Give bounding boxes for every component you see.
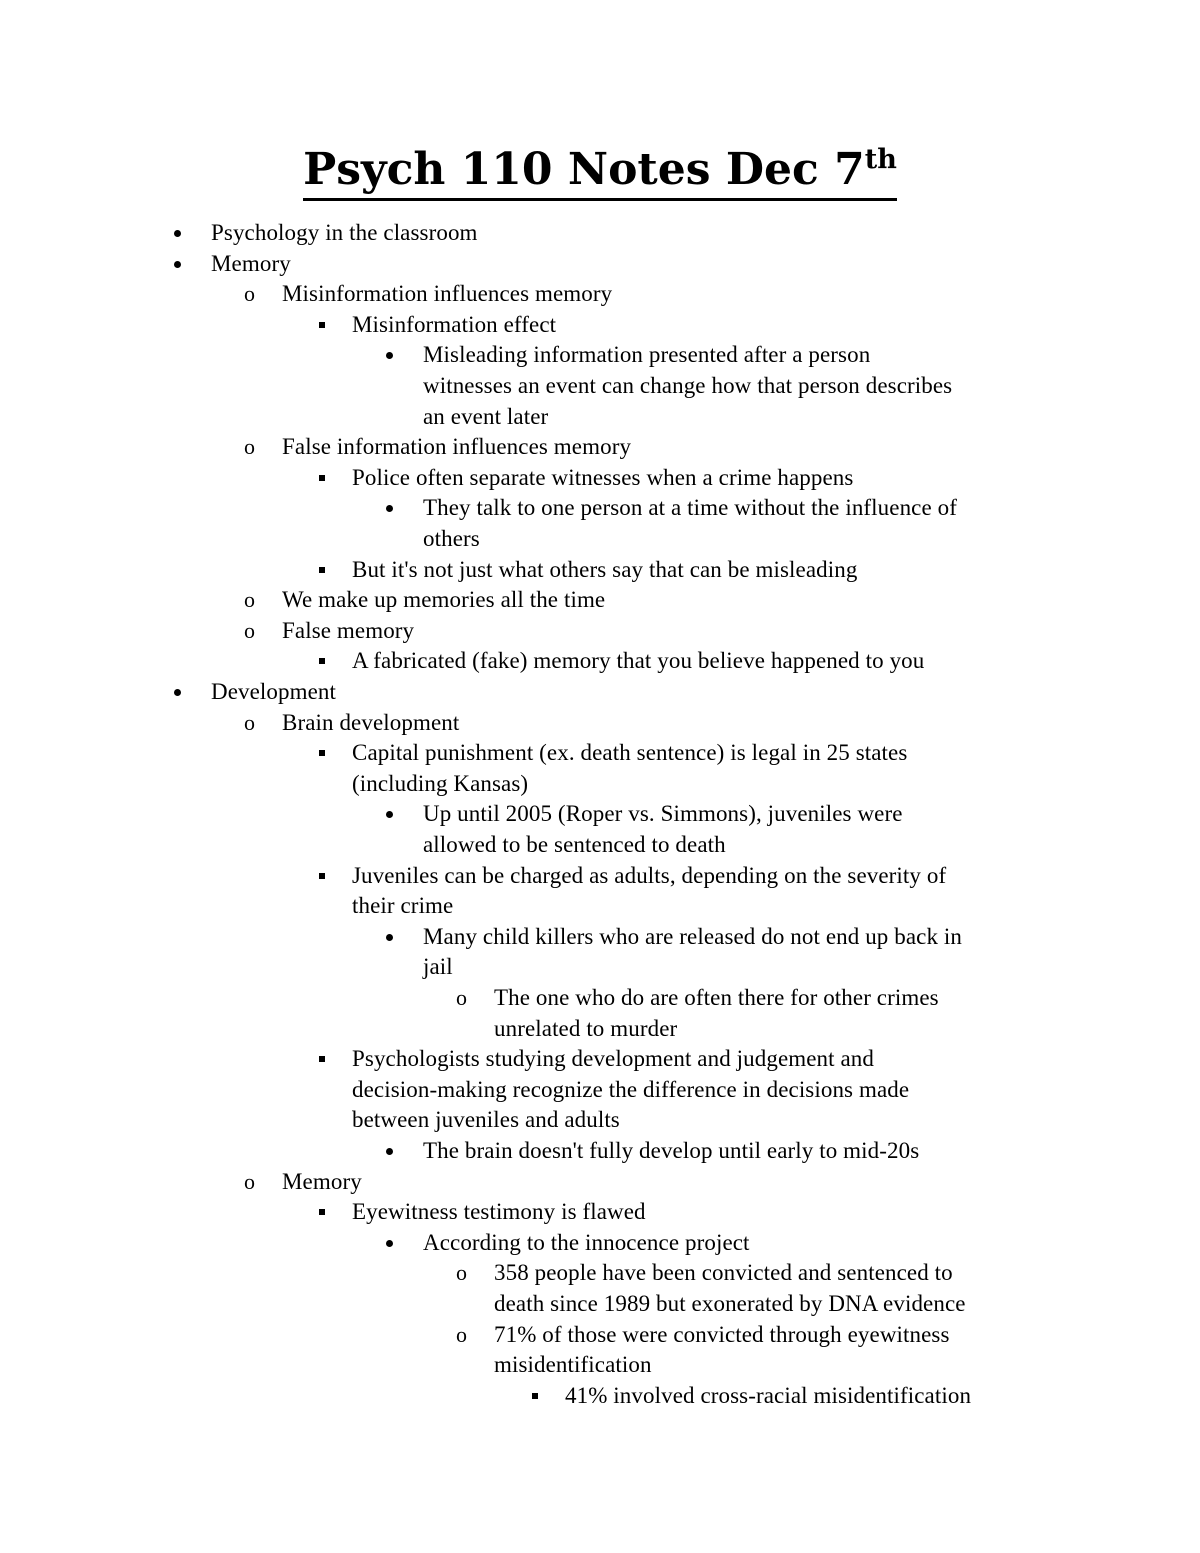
outline-line: death since 1989 but exonerated by DNA evidence [494, 1291, 966, 1316]
outline-line: witnesses an event can change how that person describes [423, 373, 953, 398]
outline-line: According to the innocence project [423, 1229, 750, 1255]
outline-line: Misleading information presented after a person [423, 342, 871, 368]
outline-line: (including Kansas) [352, 770, 529, 796]
outline-line: A fabricated (fake) memory that you believe happened to you [352, 648, 925, 674]
outline-line: Development [211, 679, 337, 704]
outline-line: False memory [282, 617, 415, 643]
outline-line: Psychology in the classroom [211, 220, 478, 245]
outline-line: Eyewitness testimony is flawed [352, 1199, 646, 1225]
outline-line: 358 people have been convicted and sentenced to [494, 1260, 953, 1286]
outline-line: Many child killers who are released do not end up back in [423, 923, 963, 949]
outline-line: Up until 2005 (Roper vs. Simmons), juveniles were [423, 801, 903, 827]
outline-line: 41% involved cross-racial misidentification [565, 1382, 972, 1408]
outline-line: Juveniles can be charged as adults, depending on the severity of [352, 862, 947, 888]
page-title [0, 138, 1200, 202]
outline-line: misidentification [494, 1352, 652, 1378]
outline-line: decision-making recognize the difference in decisions made [352, 1076, 910, 1102]
outline-line: unrelated to murder [494, 1015, 678, 1041]
outline-line: Capital punishment (ex. death sentence) is legal in 25 states [352, 740, 908, 766]
outline-line: Memory [282, 1168, 362, 1194]
outline-line: between juveniles and adults [352, 1107, 620, 1133]
outline-line: They talk to one person at a time without the influence of [423, 495, 958, 521]
outline-line: Memory [211, 250, 291, 276]
outline-line: Brain development [282, 709, 460, 735]
outline-line: We make up memories all the time [282, 587, 606, 613]
outline-line: 71% of those were convicted through eyewitness [494, 1321, 950, 1347]
outline-line: The brain doesn't fully develop until early to mid-20s [423, 1138, 920, 1163]
title-text: Psych 110 Notes Dec 7 [303, 144, 865, 195]
outline-line: Misinformation influences memory [282, 281, 613, 307]
outline-line: allowed to be sentenced to death [423, 832, 726, 857]
title-superscript: th [864, 144, 897, 175]
outline-line: The one who do are often there for other crimes [494, 985, 939, 1010]
outline-line: an event later [423, 403, 549, 429]
title-underlined [303, 142, 897, 201]
outline-line: Police often separate witnesses when a crime happens [352, 464, 854, 490]
outline-line: Psychologists studying development and judgement and [352, 1046, 875, 1072]
outline-line: others [423, 526, 480, 551]
outline-line: their crime [352, 893, 454, 919]
outline-line: Misinformation effect [352, 311, 557, 337]
outline-line: jail [423, 954, 453, 980]
outline-line: But it's not just what others say that can be misleading [352, 556, 858, 582]
outline-line: False information influences memory [282, 434, 632, 460]
